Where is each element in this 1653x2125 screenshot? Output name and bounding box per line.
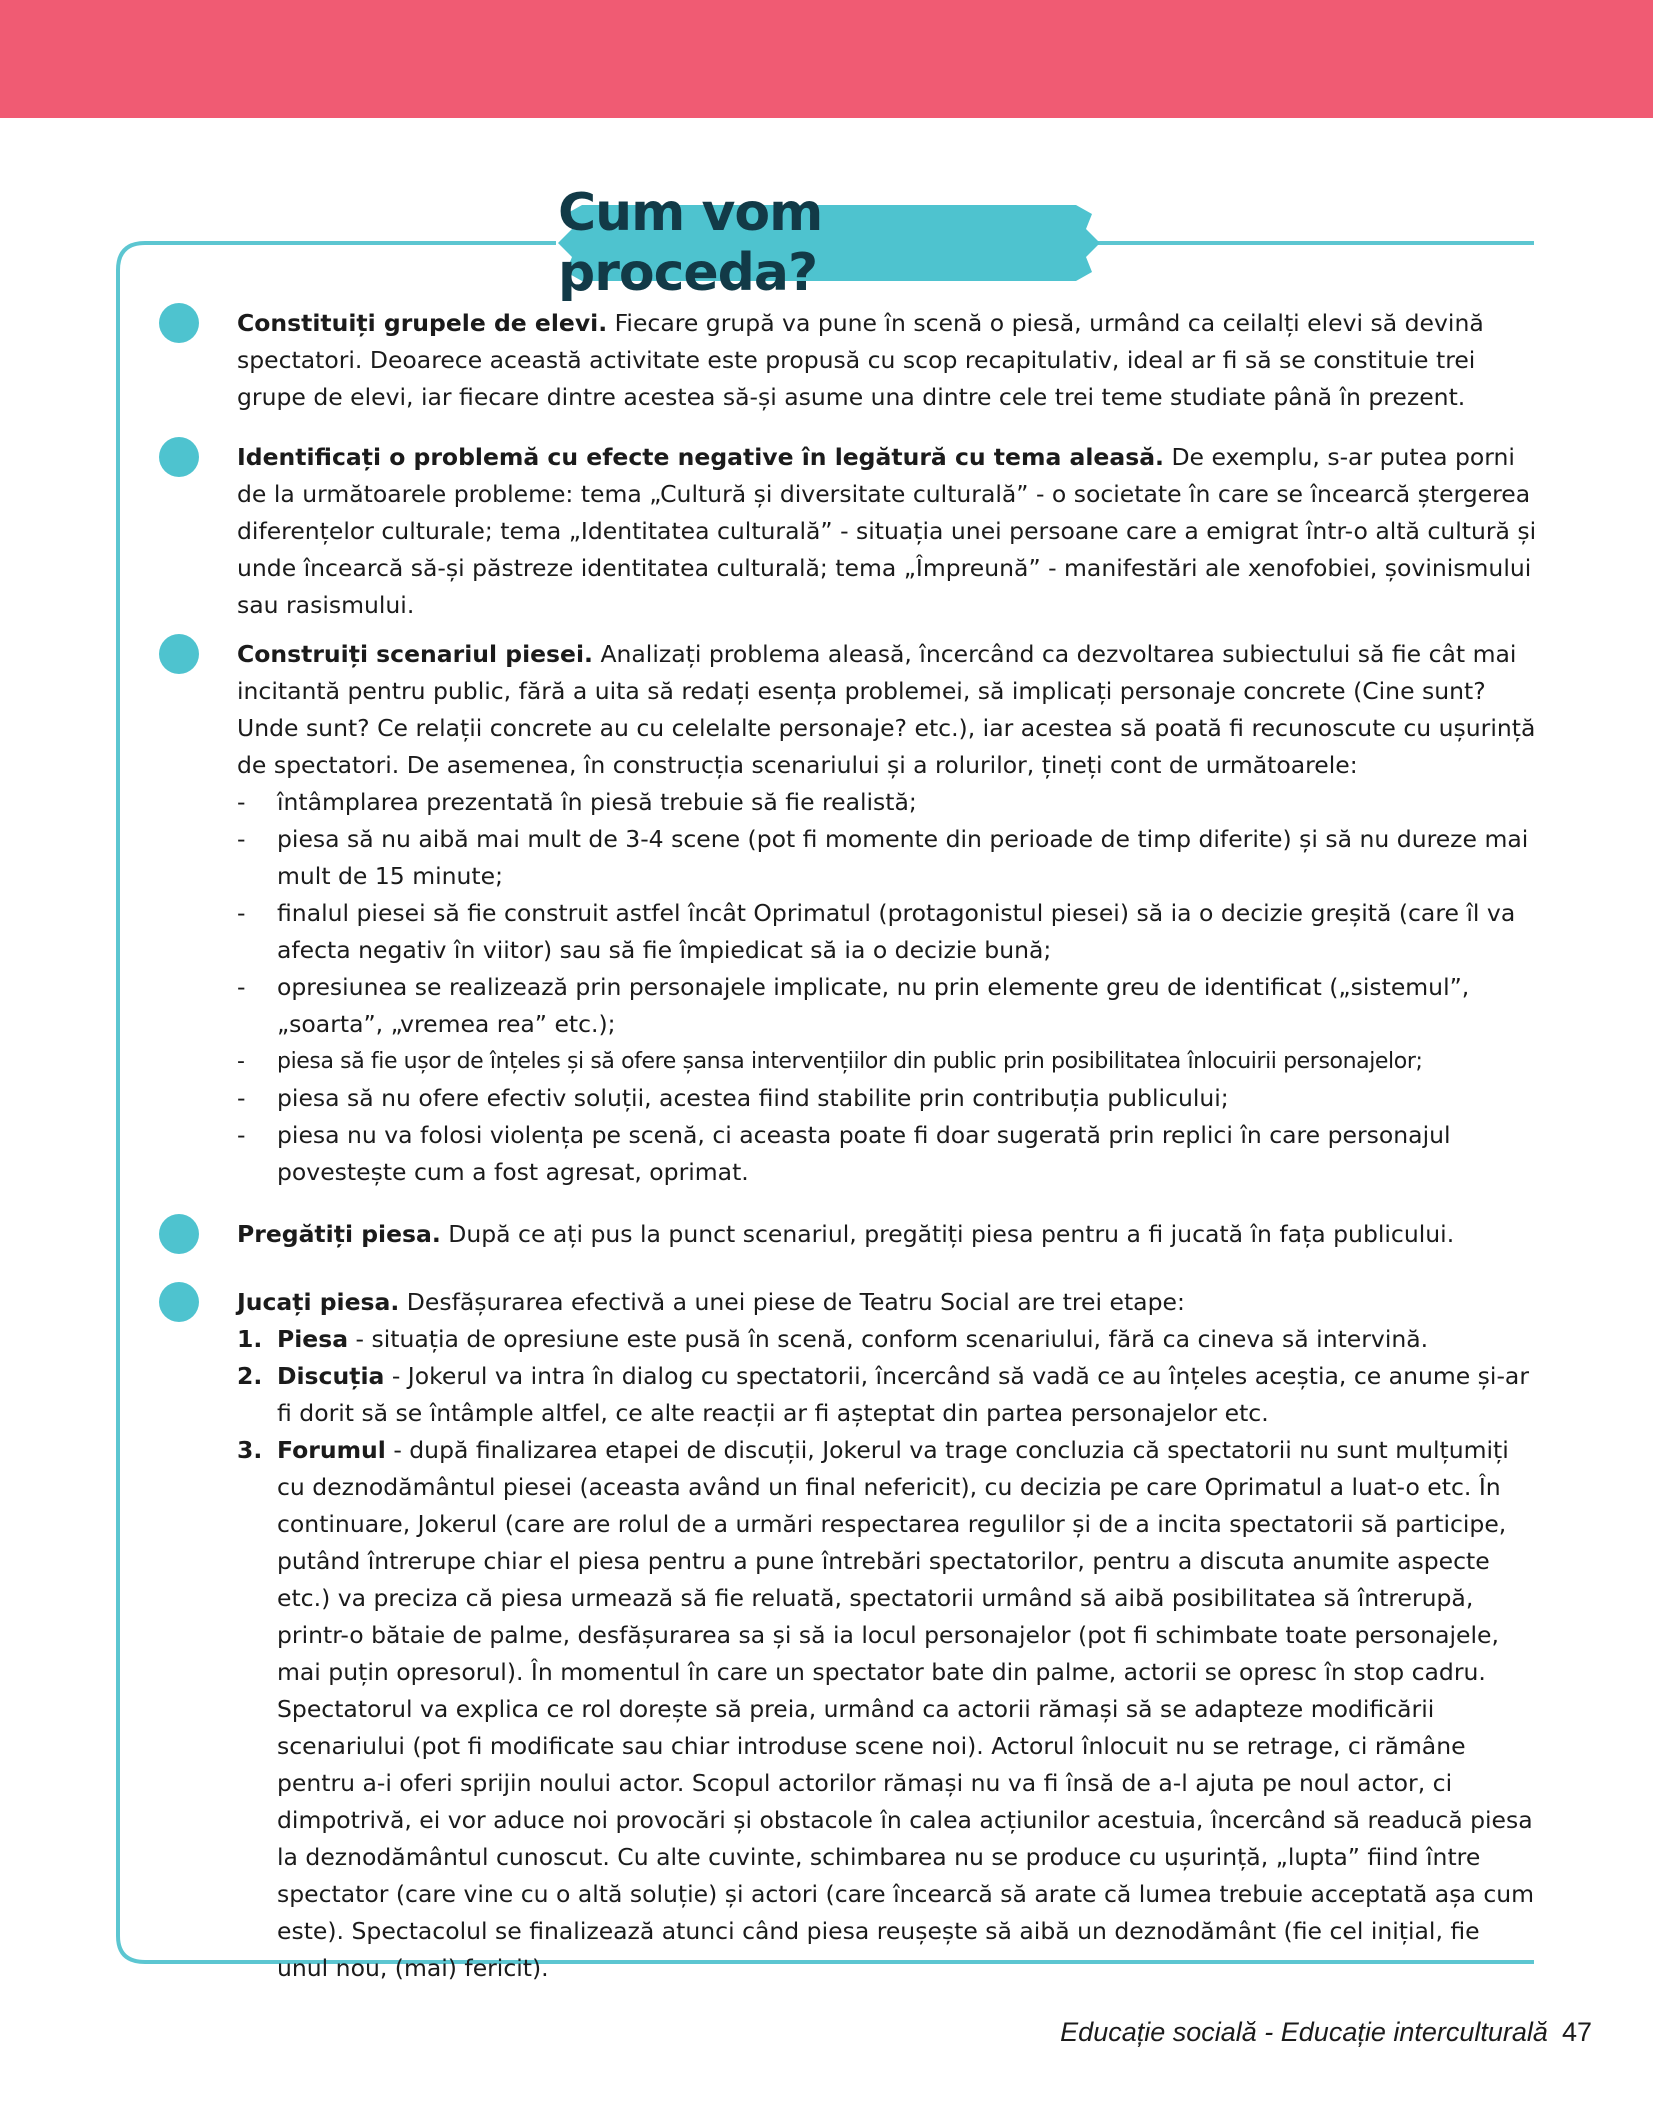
list-item [237,1358,1537,1432]
section-form-groups [237,305,1537,416]
list-item [237,1432,1537,1987]
list-item: - piesa nu va folosi violența pe scenă, ci aceasta poate fi doar sugerată prin replici în care personajul povestește cum a fost agresat, oprimat. [237,1117,1537,1191]
step-text: - situația de opresiune este pusă în scenă, conform scenariului, fără ca cineva să intervină. [348,1325,1429,1353]
bullet-dot [159,634,199,674]
section-text: Desfășurarea efectivă a unei piese de Teatru Social are trei etape: [399,1288,1185,1316]
section-identify-problem [237,439,1537,624]
list-item [237,1321,1537,1358]
footer-subject: Educație socială - Educație interculturală [1060,2017,1548,2047]
list-item: - piesa să nu ofere efectiv soluții, acestea fiind stabilite prin contribuția publicului; [237,1080,1537,1117]
section-text: Analizați problema aleasă, încercând ca dezvoltarea subiectului să fie cât mai incitantă pentru public, fără a uita să redați esența problemei, să implicați personaje concrete (Cine sunt? Unde sunt? Ce relații concrete au cu celelalte personaje? etc.), iar acestea să poată fi recunoscute cu ușurință de spectatori. De asemenea, în construcția scenariului și a rolurilor, țineți cont de următoarele: [237,640,1536,779]
bullet-dot [159,1282,199,1322]
section-text: Fiecare grupă va pune în scenă o piesă, urmând ca ceilalți elevi să devină spectatori. Deoarece această activitate este propusă cu scop recapitulativ, ideal ar fi să se constituie trei grupe de elevi, iar fiecare dintre acestea să-și asume una dintre cele trei teme studiate până în prezent. [237,309,1484,411]
scenario-requirements-list [237,784,1537,1191]
step-label: Piesa [277,1325,349,1353]
page-title: Cum vom proceda? [558,183,823,303]
step-text: - după finalizarea etapei de discuții, Jokerul va trage concluzia că spectatorii nu sunt mulțumiți cu deznodământul piesei (aceasta având un final nefericit), cu decizia pe care Oprimatul a luat-o etc. În continuare, Jokerul (care are rolul de a urmări respectarea regulilor și de a incita spectatorii să participe, putând întrerupe chiar el piesa pentru a pune întrebări spectatorilor, pentru a discuta anumite aspecte etc.) va preciza că piesa urmează să fie reluată, spectatorii urmând să aibă posibilitatea să întrerupă, printr-o bătaie de palme, desfășurarea sa și să ia locul personajelor (pot fi schimbate toate personajele, mai puțin opresorul). În momentul în care un spectator bate din palme, actorii se opresc în stop cadru. Spectatorul va explica ce rol dorește să preia, urmând ca actorii rămași să se adapteze modificării scenariului (pot fi modificate sau chiar introduse scene noi). Actorul înlocuit nu se retrage, ci rămâne pentru a-i oferi sprijin noului actor. Scopul actorilor rămași nu va fi însă de a-l ajuta pe noul actor, ci dimpotrivă, ei vor aduce noi provocări și obstacole în calea acțiunilor acestuia, încercând să readucă piesa la deznodământul cunoscut. Cu alte cuvinte, schimbarea nu se produce cu ușurință, „lupta” fiind între spectator (care vine cu o altă soluție) și actori (care încearcă să arate că lumea trebuie acceptată așa cum este). Spectacolul se finalizează atunci când piesa reușește să aibă un deznodământ (fie cel inițial, fie unul nou, (mai) fericit). [277,1436,1535,1982]
section-heading: Jucați piesa. [237,1288,400,1316]
bullet-dot [159,303,199,343]
step-text: - Jokerul va intra în dialog cu spectatorii, încercând să vadă ce au înțeles aceștia, ce anume și-ar fi dorit să se întâmple altfel, ce alte reacții ar fi așteptat din partea personajelor etc. [277,1362,1529,1427]
bullet-dot [159,437,199,477]
list-item: - finalul piesei să fie construit astfel încât Oprimatul (protagonistul piesei) să ia o decizie greșită (care îl va afecta negativ în viitor) sau să fie împiedicat să ia o decizie bună; [237,895,1537,969]
list-item: - piesa să fie ușor de înțeles și să ofere șansa intervențiilor din public prin posibilitatea înlocuirii personajelor; [237,1043,1537,1080]
section-heading: Construiți scenariul piesei. [237,640,593,668]
play-stages-list [237,1321,1537,1987]
bullet-dot [159,1214,199,1254]
section-prepare-play [237,1216,1537,1253]
step-label: Forumul [277,1436,386,1464]
section-text: De exemplu, s-ar putea porni de la următoarele probleme: tema „Cultură și diversitate culturală” - o societate în care se încearcă ștergerea diferențelor culturale; tema „Identitatea culturală” - situația unei persoane care a emigrat într-o altă cultură și unde încearcă să-și păstreze identitatea culturală; tema „Împreună” - manifestări ale xenofobiei, șovinismului sau rasismului. [237,443,1537,619]
list-item: - piesa să nu aibă mai mult de 3-4 scene (pot fi momente din perioade de timp diferite) și să nu dureze mai mult de 15 minute; [237,821,1537,895]
list-item: - întâmplarea prezentată în piesă trebuie să fie realistă; [237,784,1537,821]
list-item: - opresiunea se realizează prin personajele implicate, nu prin elemente greu de identificat („sistemul”, „soarta”, „vremea rea” etc.); [237,969,1537,1043]
section-heading: Constituiți grupele de elevi. [237,309,608,337]
section-heading: Pregătiți piesa. [237,1220,441,1248]
page-footer [1060,2017,1592,2048]
section-play [237,1284,1537,1987]
section-heading: Identificați o problemă cu efecte negative în legătură cu tema aleasă. [237,443,1164,471]
step-number: 1. [237,1325,263,1353]
section-text: După ce ați pus la punct scenariul, pregătiți piesa pentru a fi jucată în fața publicului. [440,1220,1455,1248]
step-number: 3. [237,1436,263,1464]
page-number: 47 [1561,2017,1592,2047]
step-number: 2. [237,1362,263,1390]
step-label: Discuția [277,1362,385,1390]
section-build-scenario [237,636,1537,1191]
